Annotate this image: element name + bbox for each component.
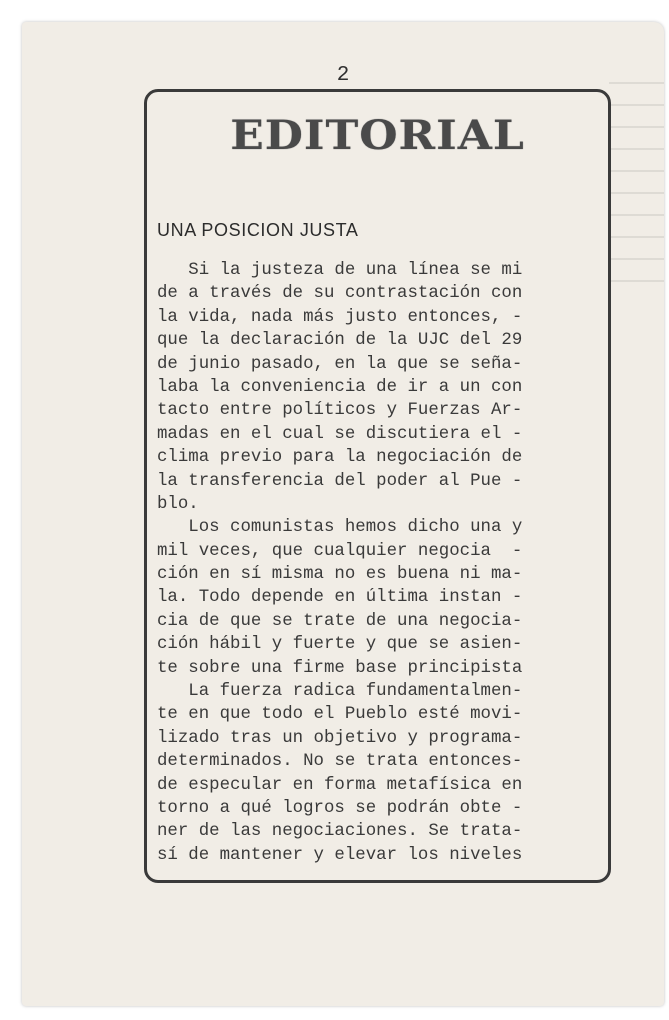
body-line: ción en sí misma no es buena ni ma- <box>157 565 523 585</box>
body-line: madas en el cual se discutiera el - <box>157 424 523 444</box>
body-line: Si la justeza de una línea se mi <box>157 261 523 280</box>
page-number: 2 <box>336 64 350 87</box>
body-line: de junio pasado, en la que se seña- <box>157 354 523 374</box>
body-line: que la declaración de la UJC del 29 <box>157 331 523 351</box>
body-line: te en que todo el Pueblo esté movi- <box>157 705 523 725</box>
body-line: la transferencia del poder al Pue - <box>157 471 523 491</box>
body-line: torno a qué logros se podrán obte - <box>157 798 523 818</box>
body-line: cia de que se trate de una negocia- <box>157 611 523 631</box>
body-line: de especular en forma metafísica en <box>157 775 523 795</box>
body-line: de a través de su contrastación con <box>157 284 523 304</box>
article-heading: UNA POSICION JUSTA <box>157 220 359 240</box>
body-line: ción hábil y fuerte y que se asien- <box>157 635 523 655</box>
body-line: determinados. No se trata entonces- <box>157 752 523 772</box>
body-line: lizado tras un objetivo y programa- <box>157 728 523 748</box>
document-page <box>22 22 664 1006</box>
body-line: la vida, nada más justo entonces, - <box>157 307 523 327</box>
body-line: clima previo para la negociación de <box>157 448 523 468</box>
body-line: blo. <box>157 494 199 514</box>
body-line: La fuerza radica fundamentalmen- <box>157 682 523 702</box>
body-line: la. Todo depende en última instan - <box>157 588 523 608</box>
editorial-frame <box>144 89 611 883</box>
body-line: sí de mantener y elevar los niveles <box>157 845 523 865</box>
body-line: Los comunistas hemos dicho una y <box>157 518 523 538</box>
ink-bleed-through <box>609 82 664 282</box>
body-line: laba la conveniencia de ir a un con <box>157 377 523 397</box>
body-line: te sobre una firme base principista <box>157 658 523 678</box>
body-line: mil veces, que cualquier negocia - <box>157 541 523 561</box>
body-line: ner de las negociaciones. Se trata- <box>157 822 523 842</box>
masthead-title: EDITORIAL <box>230 112 525 159</box>
body-line: tacto entre políticos y Fuerzas Ar- <box>157 401 523 421</box>
article-body <box>157 259 612 867</box>
